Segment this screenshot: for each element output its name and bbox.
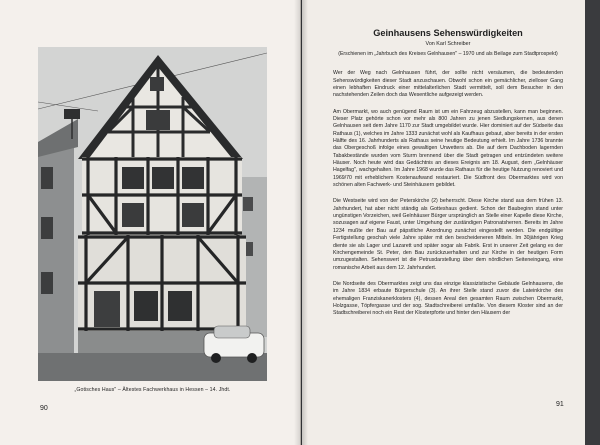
paragraph-obermarkt: Am Obermarkt, wo auch genügend Raum ist um ein Fahrzeug abzustellen, kann man beginnen. Dieser Platz gehörte schon vor mehr als 800 Jahren zu jenen Siedlungskernen, aus denen Gelnhausen seit dem Jahre 1170 zur Stadt umgebildet wurde. Hier dominiert auf der Südseite das Rathaus (1), welches im Jahre 1333 zunächst wohl als Kaufhaus gebaut, aber bereits in der ersten Hälfte des 16. Jahrhunderts als Rathaus seine heutige Bedeutung erhielt. Im Jahre 1736 brannte das Obergeschoß infolge eines gewaltigen Unwetters ab. Die auf dem Dachboden lagernden Tabakbestände wurden vom Sturm brennend über die Stadt getragen und entzündeten weitere Häuser. Noch heute wird das Gedächtnis an dieses Ereignis am 18. August, dem „Gelnhäuser Hagelfag", wachgehalten. Im Jahre 1968 wurde das Rathaus für die heutige Nutzung renoviert und 1969/70 mit erheblichem Kostenaufwand restauriert. Die Südfront des Obermarktes wird von schönen alten Fachwerk- und Steinhäusern gebildet. [333, 108, 563, 189]
photo-caption: „Gotisches Haus" – Ältestes Fachwerkhaus in Hessen – 14. Jhdt. [74, 387, 231, 393]
article-title: Geinhausens Sehenswürdigkeiten [373, 28, 523, 38]
article-author: Von Karl Schreiber [425, 41, 471, 47]
photo-half-timbered-house [38, 47, 267, 381]
paragraph-intro: Wer der Weg nach Gelnhausen führt, der sollte nicht versäumen, die bedeutenden Sehenswürdigkeiten dieser Stadt anzuschauen. Obwohl schon ein gemächlicher, zielloser Gang einen lebhaften Eindruck einer mittelalterlichen Stadt vermittelt, soll dem Besucher in den nachstehenden Zeilen doch das Wesentliche aufgezeigt werden. [333, 70, 563, 99]
book-fold [294, 0, 308, 445]
page-number-left: 90 [40, 405, 48, 412]
paragraph-peterskirche: Die Westseite wird von der Peterskirche (2) beherrscht. Diese Kirche stand aus dem frühen 13. Jahrhundert, hat aber nicht ständig als Gotteshaus gedient. Schon der Baubeginn stand unter ungünstigen Vorzeichen, weil Gelnhäuser Bürger ursprünglich an Stelle einer Kapelle diese Kirche, sozusagen auf eigene Faust, unter Umgehung der zuständigen Patronatsherren. Bereits im Jahre 1234 mußte der Bau auf päpstliche Anordnung zunächst eingestellt werden. Die endgültige Fertigstellung geschah viele Jahre später mit den bescheideneren Mitteln. Im 30jährigen Krieg diente sie als Lager und Lazarett und später sogar als Fabrik. Erst in unserer Zeit gelang es der Kirchengemeinde St. Peter, den Bau zurückzuerhalten und zur Kirche in der heutigen Form umzugestalten. Sehenswert ist die Petrusdarstellung über dem nördlichen Seiteneingang, eine romanische Arbeit aus dem 12. Jahrhundert. [333, 198, 563, 271]
paragraph-buergerschule: Die Nordseite des Obermarktes zeigt uns das einzige klassizistische Gebäude Gelnhausens, die im Jahre 1834 erbaute Bürgerschule (3). An ihrer Stelle stand zuvor die Lateinkirche des ehemaligen Franziskanerklosters (4), dessen Areal den gesamten Raum zwischen Obermarkt, Holzgasse, Töpfergasse und der sog. Stadtschreiberei umfaßte. Von diesem Kloster sind an der Stadtschreiberei noch ein Rest der Klosterpforte und hinter den Häusern der [333, 280, 563, 317]
page-number-right: 91 [556, 401, 564, 408]
house-illustration [38, 47, 267, 381]
article [333, 28, 563, 327]
publication-note: (Erschienen im „Jahrbuch des Kreises Gelnhausen" – 1970 und als Beilage zum Stadtprospekt) [338, 51, 558, 57]
